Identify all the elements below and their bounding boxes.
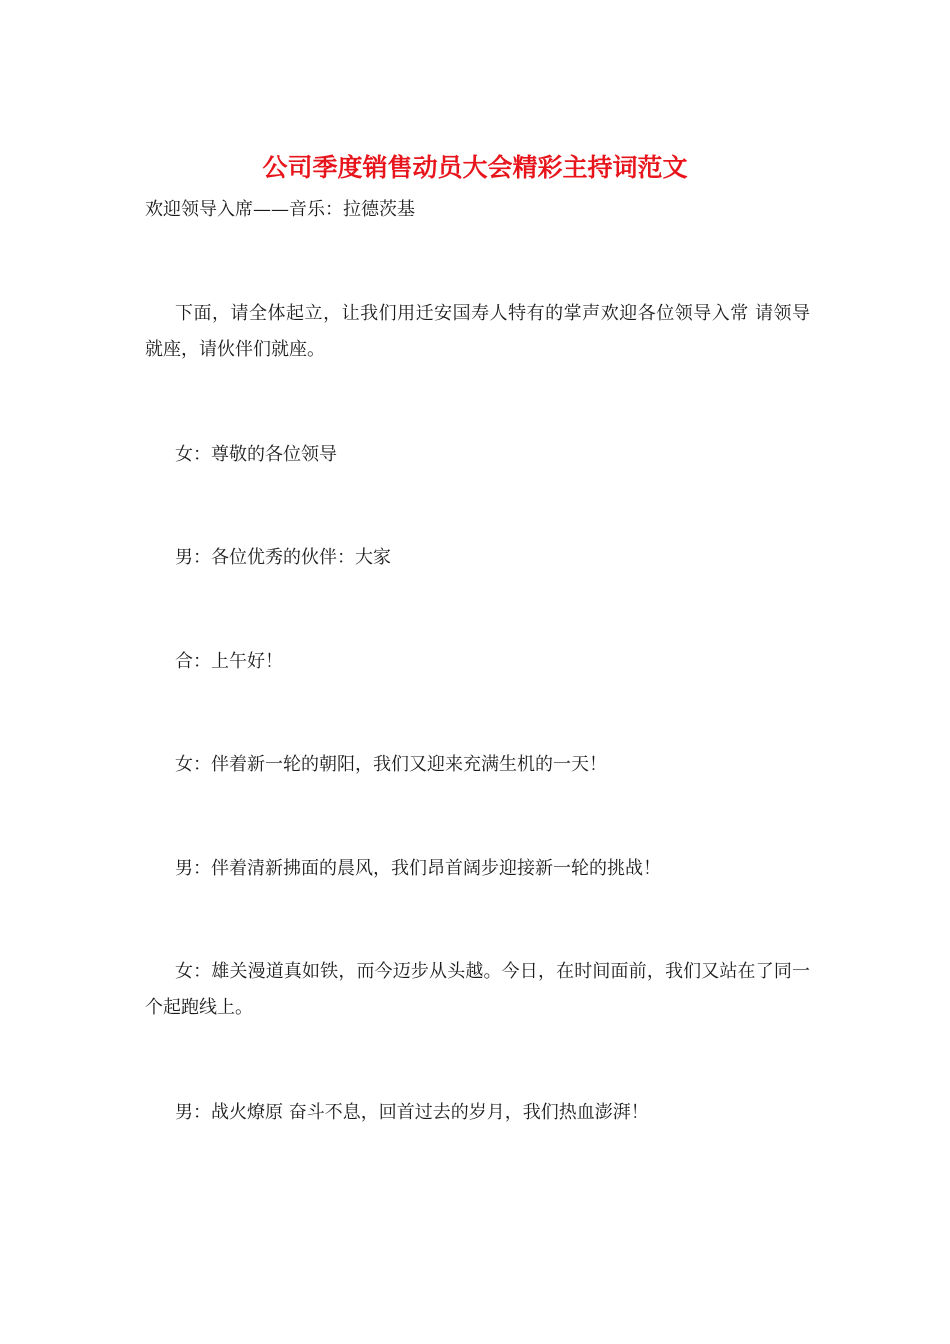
paragraph-7: 女：雄关漫道真如铁，而今迈步从头越。今日，在时间面前，我们又站在了同一个起跑线上。 xyxy=(145,961,810,1018)
intro-line: 欢迎领导入席——音乐：拉德茨基 xyxy=(145,199,415,220)
paragraph-5: 女：伴着新一轮的朝阳，我们又迎来充满生机的一天！ xyxy=(175,754,607,775)
paragraph-3: 男：各位优秀的伙伴：大家 xyxy=(175,547,391,568)
paragraph-6: 男：伴着清新拂面的晨风，我们昂首阔步迎接新一轮的挑战！ xyxy=(175,858,661,879)
paragraph-4: 合：上午好！ xyxy=(175,651,283,672)
paragraph-2: 女：尊敬的各位领导 xyxy=(175,444,337,465)
document-title: 公司季度销售动员大会精彩主持词范文 xyxy=(262,153,688,182)
paragraph-8: 男：战火燎原 奋斗不息，回首过去的岁月，我们热血澎湃！ xyxy=(175,1102,649,1123)
paragraph-1: 下面，请全体起立，让我们用迁安国寿人特有的掌声欢迎各位领导入常 请领导就座，请伙伴们就座。 xyxy=(145,303,810,360)
